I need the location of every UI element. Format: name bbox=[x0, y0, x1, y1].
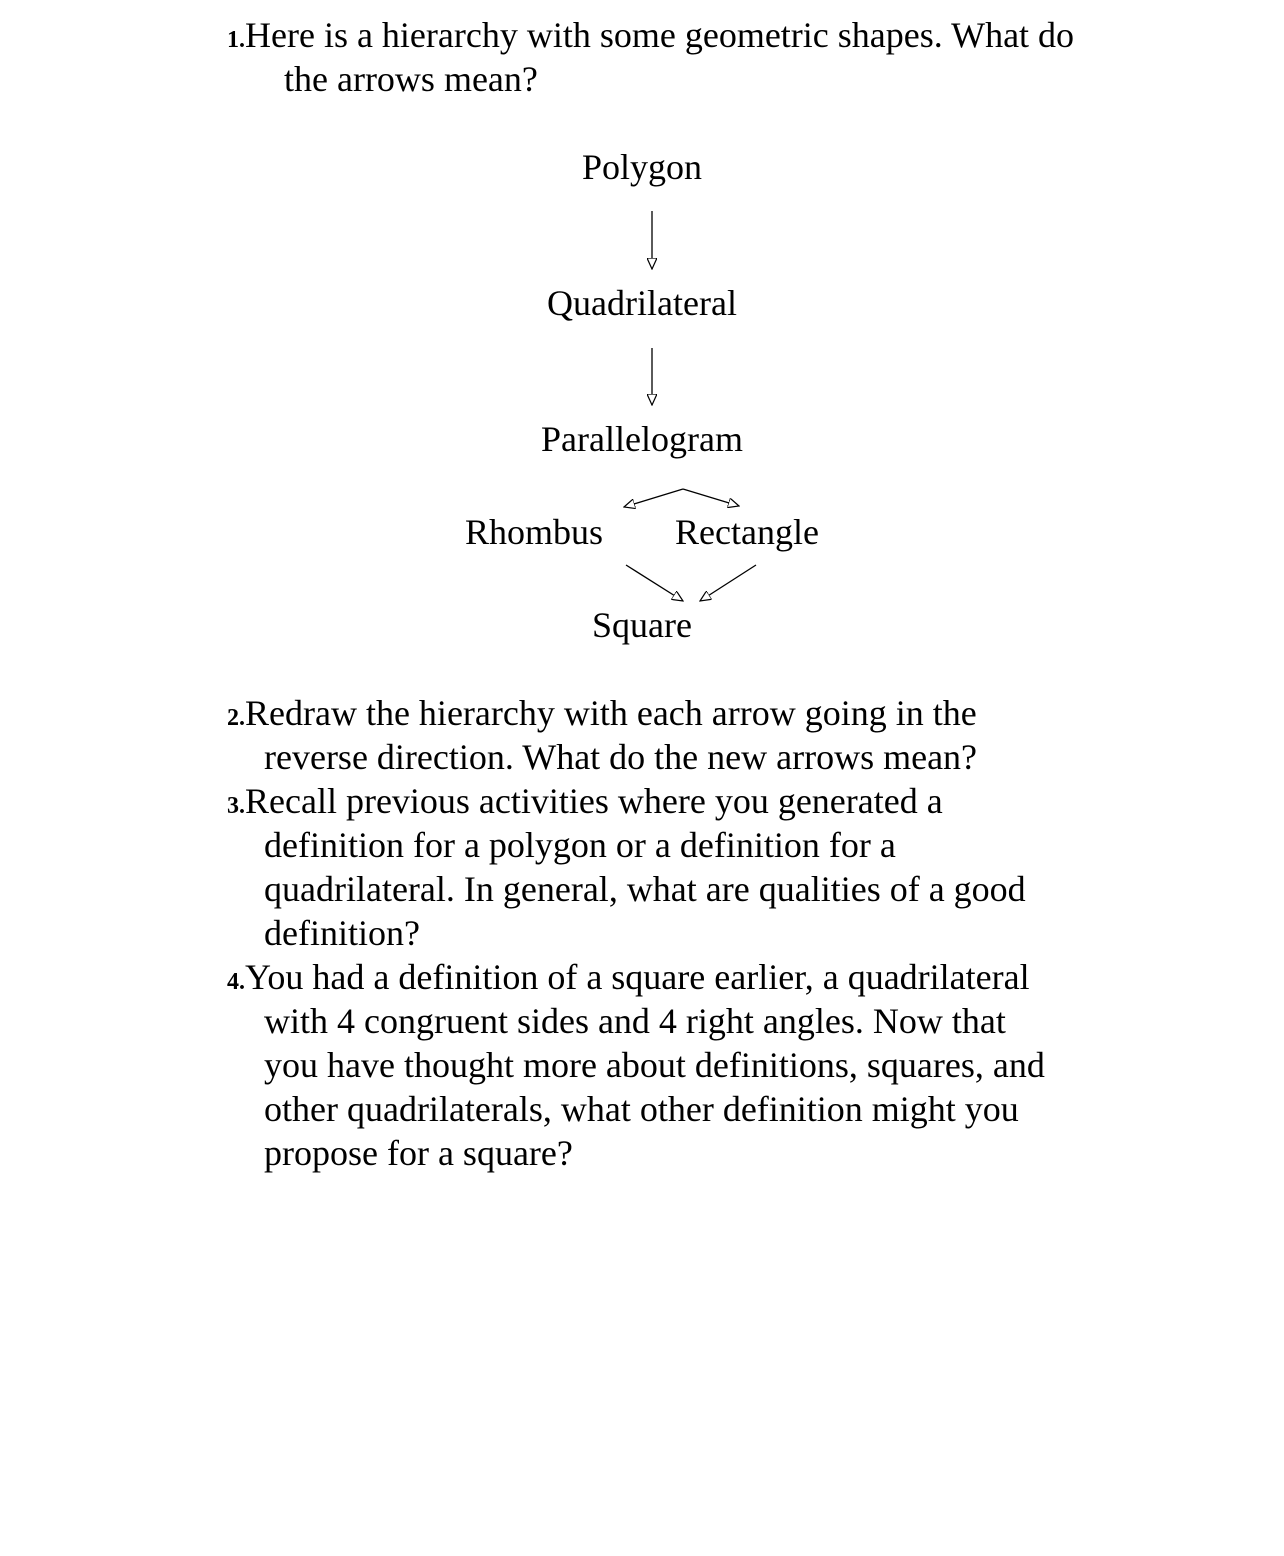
question-2-text-line-1: Redraw the hierarchy with each arrow going in the bbox=[245, 693, 977, 733]
node-polygon: Polygon bbox=[581, 147, 703, 187]
question-2-number: 2. bbox=[227, 705, 245, 731]
question-3-line-1 bbox=[227, 779, 943, 828]
question-3-line-4: definition? bbox=[264, 913, 420, 953]
question-4-line-1 bbox=[227, 955, 1030, 1004]
question-4-line-3: you have thought more about definitions, squares, and bbox=[264, 1045, 1045, 1085]
question-4-line-4: other quadrilaterals, what other definition might you bbox=[264, 1089, 1019, 1129]
arrow-parallelogram-to-rectangle bbox=[683, 489, 739, 506]
question-3-text-line-1: Recall previous activities where you generated a bbox=[245, 781, 943, 821]
question-4-number: 4. bbox=[227, 969, 245, 995]
node-parallelogram: Parallelogram bbox=[541, 419, 743, 459]
question-1-number: 1. bbox=[227, 27, 245, 53]
arrow-parallelogram-to-rhombus bbox=[624, 489, 683, 507]
question-2-line-1 bbox=[227, 691, 977, 740]
question-3-number: 3. bbox=[227, 793, 245, 819]
hierarchy-diagram bbox=[0, 0, 1284, 700]
node-square: Square bbox=[592, 605, 692, 645]
node-rectangle: Rectangle bbox=[675, 512, 819, 552]
question-3-line-2: definition for a polygon or a definition for a bbox=[264, 825, 896, 865]
question-2-line-2: reverse direction. What do the new arrows mean? bbox=[264, 737, 978, 777]
question-1-line-2: the arrows mean? bbox=[284, 59, 538, 99]
question-4-line-2: with 4 congruent sides and 4 right angles. Now that bbox=[264, 1001, 1006, 1041]
arrow-rectangle-to-square bbox=[700, 565, 756, 601]
question-4-line-5: propose for a square? bbox=[264, 1133, 573, 1173]
arrow-rhombus-to-square bbox=[626, 565, 683, 601]
question-4-text-line-1: You had a definition of a square earlier, a quadrilateral bbox=[245, 957, 1030, 997]
node-rhombus: Rhombus bbox=[464, 512, 604, 552]
node-quadrilateral: Quadrilateral bbox=[547, 283, 737, 323]
question-3-line-3: quadrilateral. In general, what are qualities of a good bbox=[264, 869, 1026, 909]
question-1-text-line-1: Here is a hierarchy with some geometric shapes. What do bbox=[245, 15, 1075, 55]
